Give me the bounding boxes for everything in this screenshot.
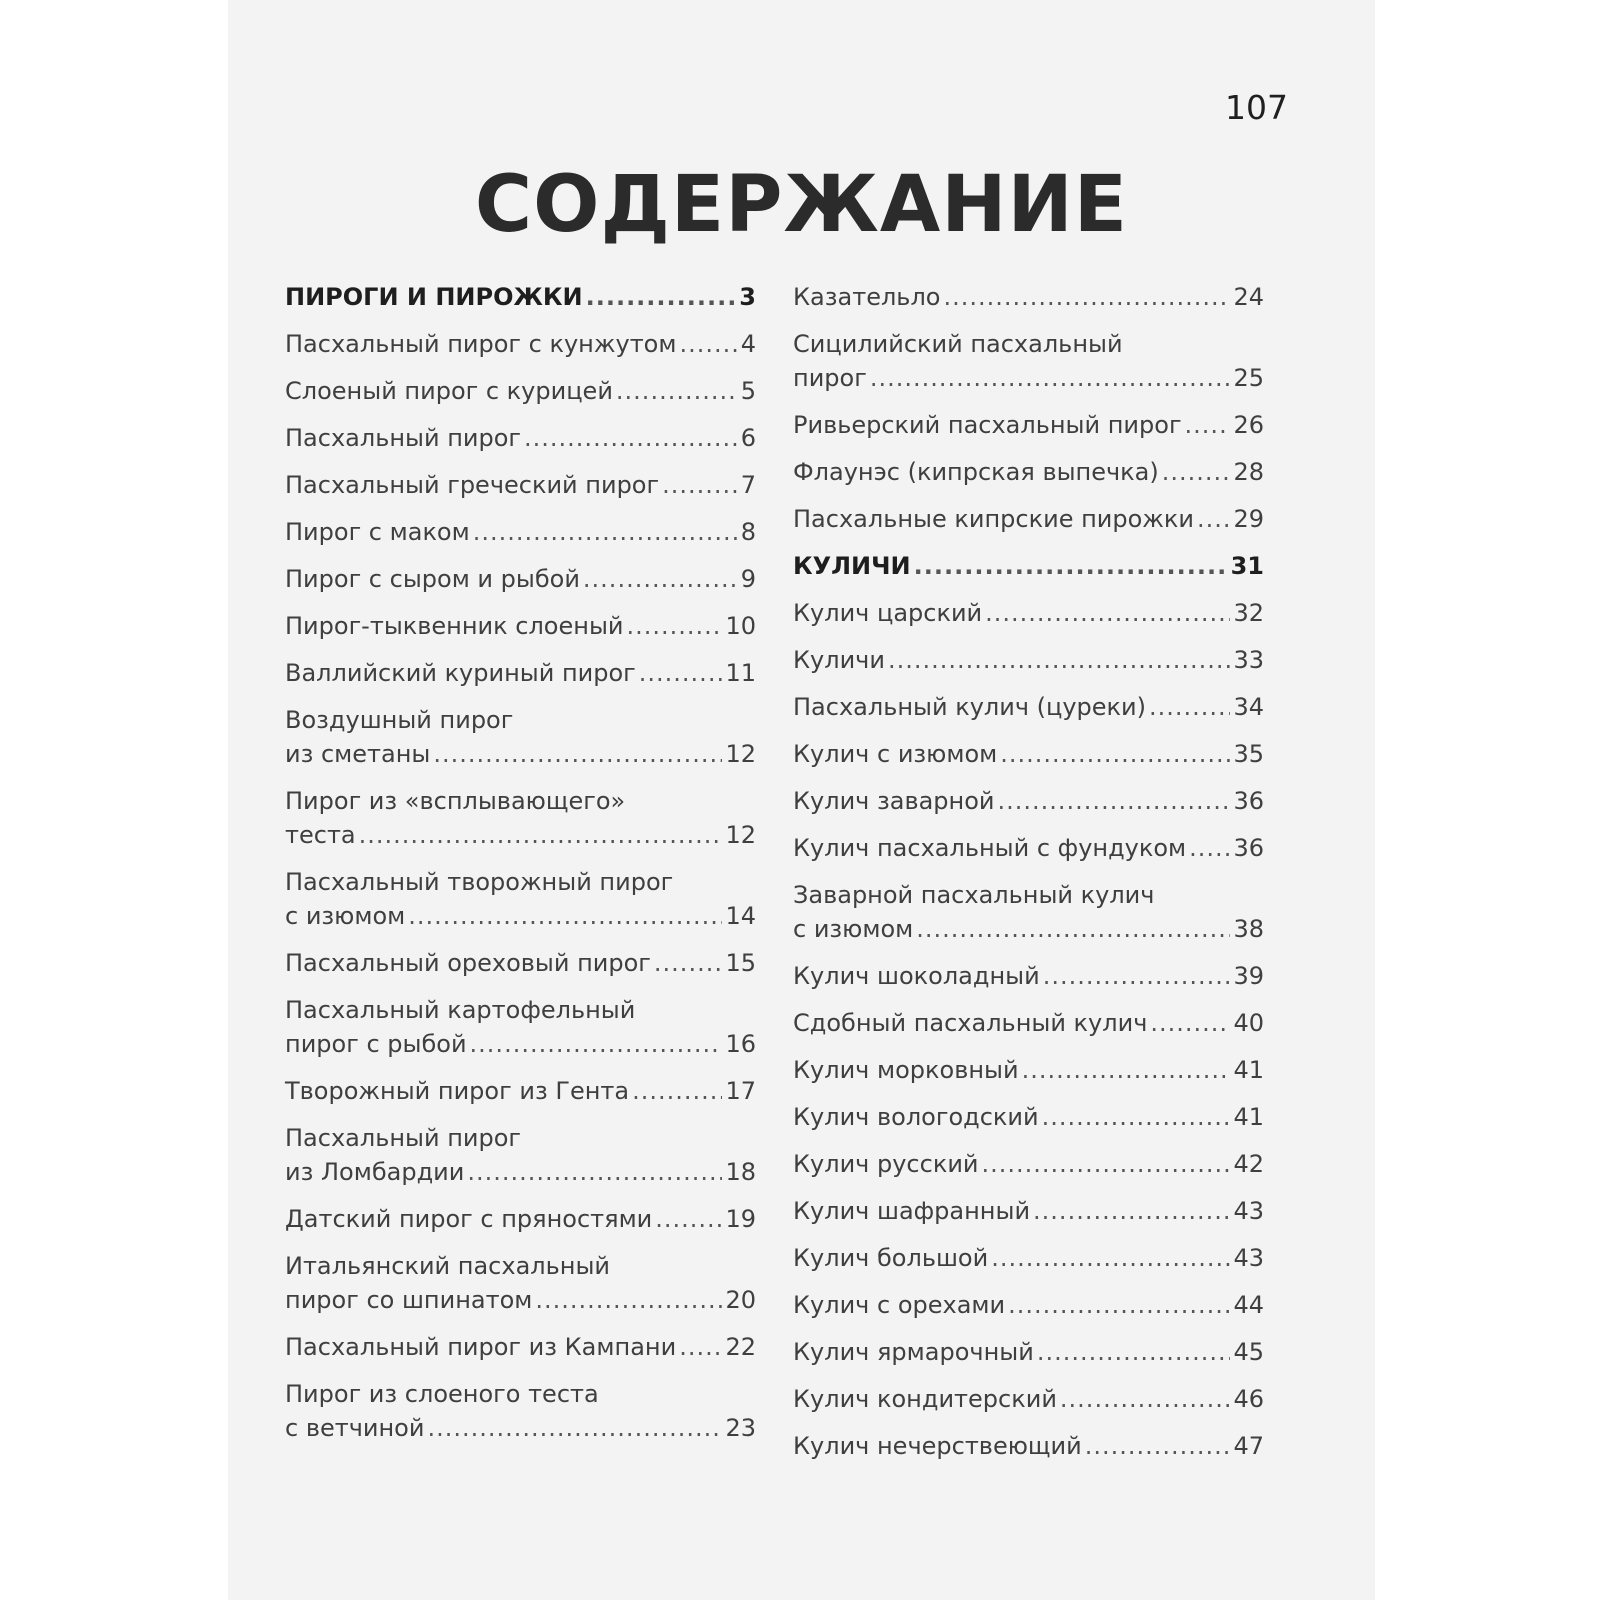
toc-entry-title: Слоеный пирог с курицей [285, 377, 613, 405]
toc-entry-row [793, 502, 1264, 536]
toc-entry [285, 784, 756, 852]
toc-page-number: 11 [725, 659, 756, 687]
toc-entry [793, 1288, 1264, 1322]
toc-page-number: 42 [1233, 1150, 1264, 1178]
toc-entry-title: Пасхальный пирог из Кампани [285, 1333, 677, 1361]
toc-entry [793, 1429, 1264, 1463]
toc-entry [793, 1147, 1264, 1181]
toc-entry [793, 959, 1264, 993]
toc-page-number: 29 [1233, 505, 1264, 533]
toc-entry-title: Пирог с маком [285, 518, 470, 546]
toc-entry-row [285, 515, 756, 549]
dot-leader [1008, 1288, 1230, 1322]
toc-entry-row [793, 280, 1264, 314]
toc-entry-row [793, 596, 1264, 630]
toc-entry-row [793, 455, 1264, 489]
toc-entry [285, 1202, 756, 1236]
toc-entry [793, 327, 1264, 395]
toc-entry-title: пирог [793, 364, 867, 392]
toc-entry-title-line: Сицилийский пасхальный [793, 330, 1123, 358]
toc-entry-title: Ривьерский пасхальный пирог [793, 411, 1182, 439]
toc-page-number: 32 [1233, 599, 1264, 627]
toc-entry [793, 455, 1264, 489]
dot-leader [654, 946, 723, 980]
toc-section-heading [285, 280, 756, 314]
toc-entry-title: Валлийский куриный пирог [285, 659, 636, 687]
toc-entry [285, 374, 756, 408]
toc-left-column [285, 280, 756, 1458]
dot-leader [943, 280, 1230, 314]
toc-entry-title: Пасхальный пирог с кунжутом [285, 330, 677, 358]
toc-entry-row [793, 1288, 1264, 1322]
toc-page-number: 17 [725, 1077, 756, 1105]
toc-entry-row [793, 1100, 1264, 1134]
dot-leader [1185, 408, 1231, 442]
toc-entry-row [285, 562, 756, 596]
dot-leader [427, 1411, 722, 1445]
toc-entry-title: Пирог с сыром и рыбой [285, 565, 580, 593]
toc-entry-title: Кулич нечерствеющий [793, 1432, 1082, 1460]
dot-leader [473, 515, 738, 549]
dot-leader [1150, 1006, 1230, 1040]
toc-entry-title: Кулич большой [793, 1244, 989, 1272]
toc-entry-title: КУЛИЧИ [793, 552, 911, 580]
toc-page-number: 15 [725, 949, 756, 977]
toc-entry [793, 690, 1264, 724]
toc-page-number: 25 [1233, 364, 1264, 392]
toc-entry-title-line: Воздушный пирог [285, 706, 514, 734]
toc-entry-title: Кулич ярмарочный [793, 1338, 1034, 1366]
toc-entry-title-line: Пасхальный творожный пирог [285, 868, 674, 896]
toc-entry-title: Куличи [793, 646, 885, 674]
toc-entry-row [285, 946, 756, 980]
toc-entry [285, 1330, 756, 1364]
toc-entry-title: Кулич с орехами [793, 1291, 1006, 1319]
toc-page-number: 40 [1233, 1009, 1264, 1037]
dot-leader [1060, 1382, 1231, 1416]
toc-entry-title-line: Пасхальный картофельный [285, 996, 636, 1024]
dot-leader [1085, 1429, 1231, 1463]
toc-entry-title: Казательло [793, 283, 941, 311]
toc-entry [793, 878, 1264, 946]
toc-entry-title: Кулич шоколадный [793, 962, 1040, 990]
toc-entry [793, 1241, 1264, 1275]
toc-entry [793, 1335, 1264, 1369]
dot-leader [1033, 1194, 1230, 1228]
toc-entry [285, 1121, 756, 1189]
toc-page-number: 16 [725, 1030, 756, 1058]
toc-entry-title: ПИРОГИ И ПИРОЖКИ [285, 283, 583, 311]
toc-entry-row [793, 1382, 1264, 1416]
toc-entry-title-line: Пасхальный пирог [285, 1124, 522, 1152]
toc-entry [793, 1194, 1264, 1228]
dot-leader [632, 1074, 722, 1108]
dot-leader [916, 912, 1230, 946]
toc-entry-row [285, 468, 756, 502]
dot-leader [679, 1330, 722, 1364]
toc-entry [793, 1100, 1264, 1134]
toc-entry-row [285, 609, 756, 643]
toc-page-number: 12 [725, 821, 756, 849]
toc-entry-title: теста [285, 821, 356, 849]
toc-page-number: 18 [725, 1158, 756, 1186]
dot-leader [470, 1027, 723, 1061]
toc-entry-row [285, 327, 756, 361]
toc-page-number: 36 [1233, 834, 1264, 862]
toc-entry-title: Пасхальные кипрские пирожки [793, 505, 1195, 533]
toc-entry-title: Сдобный пасхальный кулич [793, 1009, 1148, 1037]
toc-entry [285, 468, 756, 502]
toc-entry-row [793, 1053, 1264, 1087]
toc-page-number: 9 [740, 565, 756, 593]
dot-leader [639, 656, 723, 690]
dot-leader [627, 609, 723, 643]
toc-entry [285, 421, 756, 455]
toc-entry [793, 502, 1264, 536]
toc-entry-row [285, 1027, 756, 1061]
toc-entry-row [285, 421, 756, 455]
toc-entry-row [793, 361, 1264, 395]
dot-leader [1189, 831, 1230, 865]
toc-entry-title: Пасхальный греческий пирог [285, 471, 660, 499]
toc-entry-row [285, 280, 756, 314]
dot-leader [583, 562, 738, 596]
toc-entry-row [285, 374, 756, 408]
toc-entry-row [285, 1283, 756, 1317]
dot-leader [870, 361, 1231, 395]
toc-page-number: 4 [740, 330, 756, 358]
toc-page-number: 47 [1233, 1432, 1264, 1460]
toc-page-number: 33 [1233, 646, 1264, 674]
toc-page-number: 24 [1233, 283, 1264, 311]
toc-entry-title: Кулич шафранный [793, 1197, 1031, 1225]
dot-leader [662, 468, 738, 502]
toc-entry [793, 737, 1264, 771]
toc-entry-title: Датский пирог с пряностями [285, 1205, 653, 1233]
toc-entry-row [285, 1202, 756, 1236]
toc-entry-row [793, 690, 1264, 724]
toc-entry [285, 703, 756, 771]
toc-entry [793, 596, 1264, 630]
toc-entry-row [793, 643, 1264, 677]
toc-entry [285, 656, 756, 690]
dot-leader [616, 374, 738, 408]
toc-entry-title: Кулич русский [793, 1150, 979, 1178]
toc-entry-title: с изюмом [285, 902, 406, 930]
toc-entry-row [285, 656, 756, 690]
dot-leader [586, 280, 737, 314]
toc-entry-title: Кулич царский [793, 599, 983, 627]
toc-entry-row [793, 784, 1264, 818]
toc-entry-title: из Ломбардии [285, 1158, 465, 1186]
toc-entry [285, 609, 756, 643]
toc-entry-title-line: Итальянский пасхальный [285, 1252, 610, 1280]
dot-leader [524, 421, 738, 455]
toc-entry [793, 831, 1264, 865]
toc-section-heading [793, 549, 1264, 583]
toc-entry-row [793, 831, 1264, 865]
dot-leader [433, 737, 722, 771]
toc-page-number: 12 [725, 740, 756, 768]
toc-page-number: 31 [1230, 552, 1264, 580]
toc-right-column [793, 280, 1264, 1476]
toc-page-number: 34 [1233, 693, 1264, 721]
dot-leader [1042, 1100, 1231, 1134]
toc-entry [285, 946, 756, 980]
toc-entry-title-line: Пирог из слоеного теста [285, 1380, 599, 1408]
toc-page-number: 36 [1233, 787, 1264, 815]
toc-entry-row [793, 737, 1264, 771]
dot-leader [1149, 690, 1230, 724]
toc-entry-title: Кулич с изюмом [793, 740, 998, 768]
toc-page-number: 35 [1233, 740, 1264, 768]
toc-entry-row [285, 737, 756, 771]
dot-leader [467, 1155, 722, 1189]
dot-leader [655, 1202, 722, 1236]
dot-leader [408, 899, 722, 933]
toc-page-number: 20 [725, 1286, 756, 1314]
dot-leader [982, 1147, 1231, 1181]
toc-page-number: 14 [725, 902, 756, 930]
dot-leader [1000, 737, 1230, 771]
dot-leader [985, 596, 1230, 630]
toc-entry-title: Творожный пирог из Гента [285, 1077, 630, 1105]
toc-entry-title: Кулич пасхальный с фундуком [793, 834, 1187, 862]
toc-page-number: 41 [1233, 1103, 1264, 1131]
toc-page-number: 19 [725, 1205, 756, 1233]
toc-entry-row [285, 1155, 756, 1189]
toc-page-number: 39 [1233, 962, 1264, 990]
toc-page-number: 26 [1233, 411, 1264, 439]
toc-entry-row [793, 1429, 1264, 1463]
toc-page-number: 45 [1233, 1338, 1264, 1366]
page-number: 107 [1225, 88, 1288, 127]
toc-page-number: 6 [740, 424, 756, 452]
dot-leader [1162, 455, 1231, 489]
dot-leader [535, 1283, 722, 1317]
toc-page-number: 3 [739, 283, 756, 311]
toc-entry-title: пирог со шпинатом [285, 1286, 533, 1314]
dot-leader [359, 818, 723, 852]
toc-entry-row [793, 1335, 1264, 1369]
toc-page-number: 23 [725, 1414, 756, 1442]
toc-entry-row [793, 1006, 1264, 1040]
toc-entry-title: Пасхальный кулич (цуреки) [793, 693, 1147, 721]
toc-entry-title: с ветчиной [285, 1414, 425, 1442]
dot-leader [914, 549, 1228, 583]
toc-entry [793, 1006, 1264, 1040]
toc-entry-row [793, 549, 1264, 583]
toc-entry-row [285, 1411, 756, 1445]
toc-page-number: 28 [1233, 458, 1264, 486]
toc-entry-row [793, 1194, 1264, 1228]
toc-entry-row [285, 1074, 756, 1108]
toc-page-number: 8 [740, 518, 756, 546]
toc-page-number: 5 [740, 377, 756, 405]
toc-entry [793, 784, 1264, 818]
toc-entry-title: пирог с рыбой [285, 1030, 467, 1058]
toc-entry [285, 1074, 756, 1108]
toc-entry-title: Пасхальный ореховый пирог [285, 949, 651, 977]
toc-entry-row [793, 1147, 1264, 1181]
dot-leader [1022, 1053, 1231, 1087]
toc-entry [793, 1382, 1264, 1416]
toc-entry [285, 515, 756, 549]
toc-page-number: 7 [740, 471, 756, 499]
dot-leader [888, 643, 1230, 677]
toc-entry-row [285, 899, 756, 933]
toc-page-number: 10 [725, 612, 756, 640]
toc-entry [793, 1053, 1264, 1087]
toc-entry-row [793, 912, 1264, 946]
dot-leader [1043, 959, 1231, 993]
toc-entry-title: из сметаны [285, 740, 431, 768]
toc-entry-title-line: Пирог из «всплывающего» [285, 787, 626, 815]
toc-entry-title: Флаунэс (кипрская выпечка) [793, 458, 1159, 486]
toc-entry-title-line: Заварной пасхальный кулич [793, 881, 1155, 909]
book-page [228, 0, 1375, 1600]
toc-page-number: 43 [1233, 1244, 1264, 1272]
toc-page-number: 38 [1233, 915, 1264, 943]
toc-page-number: 46 [1233, 1385, 1264, 1413]
page-title: СОДЕРЖАНИЕ [474, 160, 1129, 250]
dot-leader [991, 1241, 1230, 1275]
toc-entry-row [793, 1241, 1264, 1275]
toc-entry [285, 1249, 756, 1317]
toc-entry-row [793, 959, 1264, 993]
dot-leader [998, 784, 1231, 818]
toc-page-number: 43 [1233, 1197, 1264, 1225]
toc-page-number: 22 [725, 1333, 756, 1361]
toc-entry-row [285, 818, 756, 852]
toc-entry-title: Кулич морковный [793, 1056, 1019, 1084]
dot-leader [1197, 502, 1230, 536]
toc-entry-title: с изюмом [793, 915, 914, 943]
toc-entry-title: Кулич кондитерский [793, 1385, 1057, 1413]
toc-entry-title: Кулич заварной [793, 787, 995, 815]
toc-entry [285, 993, 756, 1061]
toc-page-number: 44 [1233, 1291, 1264, 1319]
toc-entry-title: Пасхальный пирог [285, 424, 522, 452]
toc-entry-title: Пирог-тыквенник слоеный [285, 612, 624, 640]
toc-entry-row [793, 408, 1264, 442]
toc-entry-row [285, 1330, 756, 1364]
toc-entry-title: Кулич вологодский [793, 1103, 1039, 1131]
toc-entry [793, 408, 1264, 442]
toc-entry [285, 562, 756, 596]
toc-entry [285, 327, 756, 361]
toc-entry [793, 280, 1264, 314]
toc-entry [793, 643, 1264, 677]
toc-entry [285, 865, 756, 933]
dot-leader [1037, 1335, 1231, 1369]
dot-leader [679, 327, 737, 361]
toc-page-number: 41 [1233, 1056, 1264, 1084]
toc-entry [285, 1377, 756, 1445]
